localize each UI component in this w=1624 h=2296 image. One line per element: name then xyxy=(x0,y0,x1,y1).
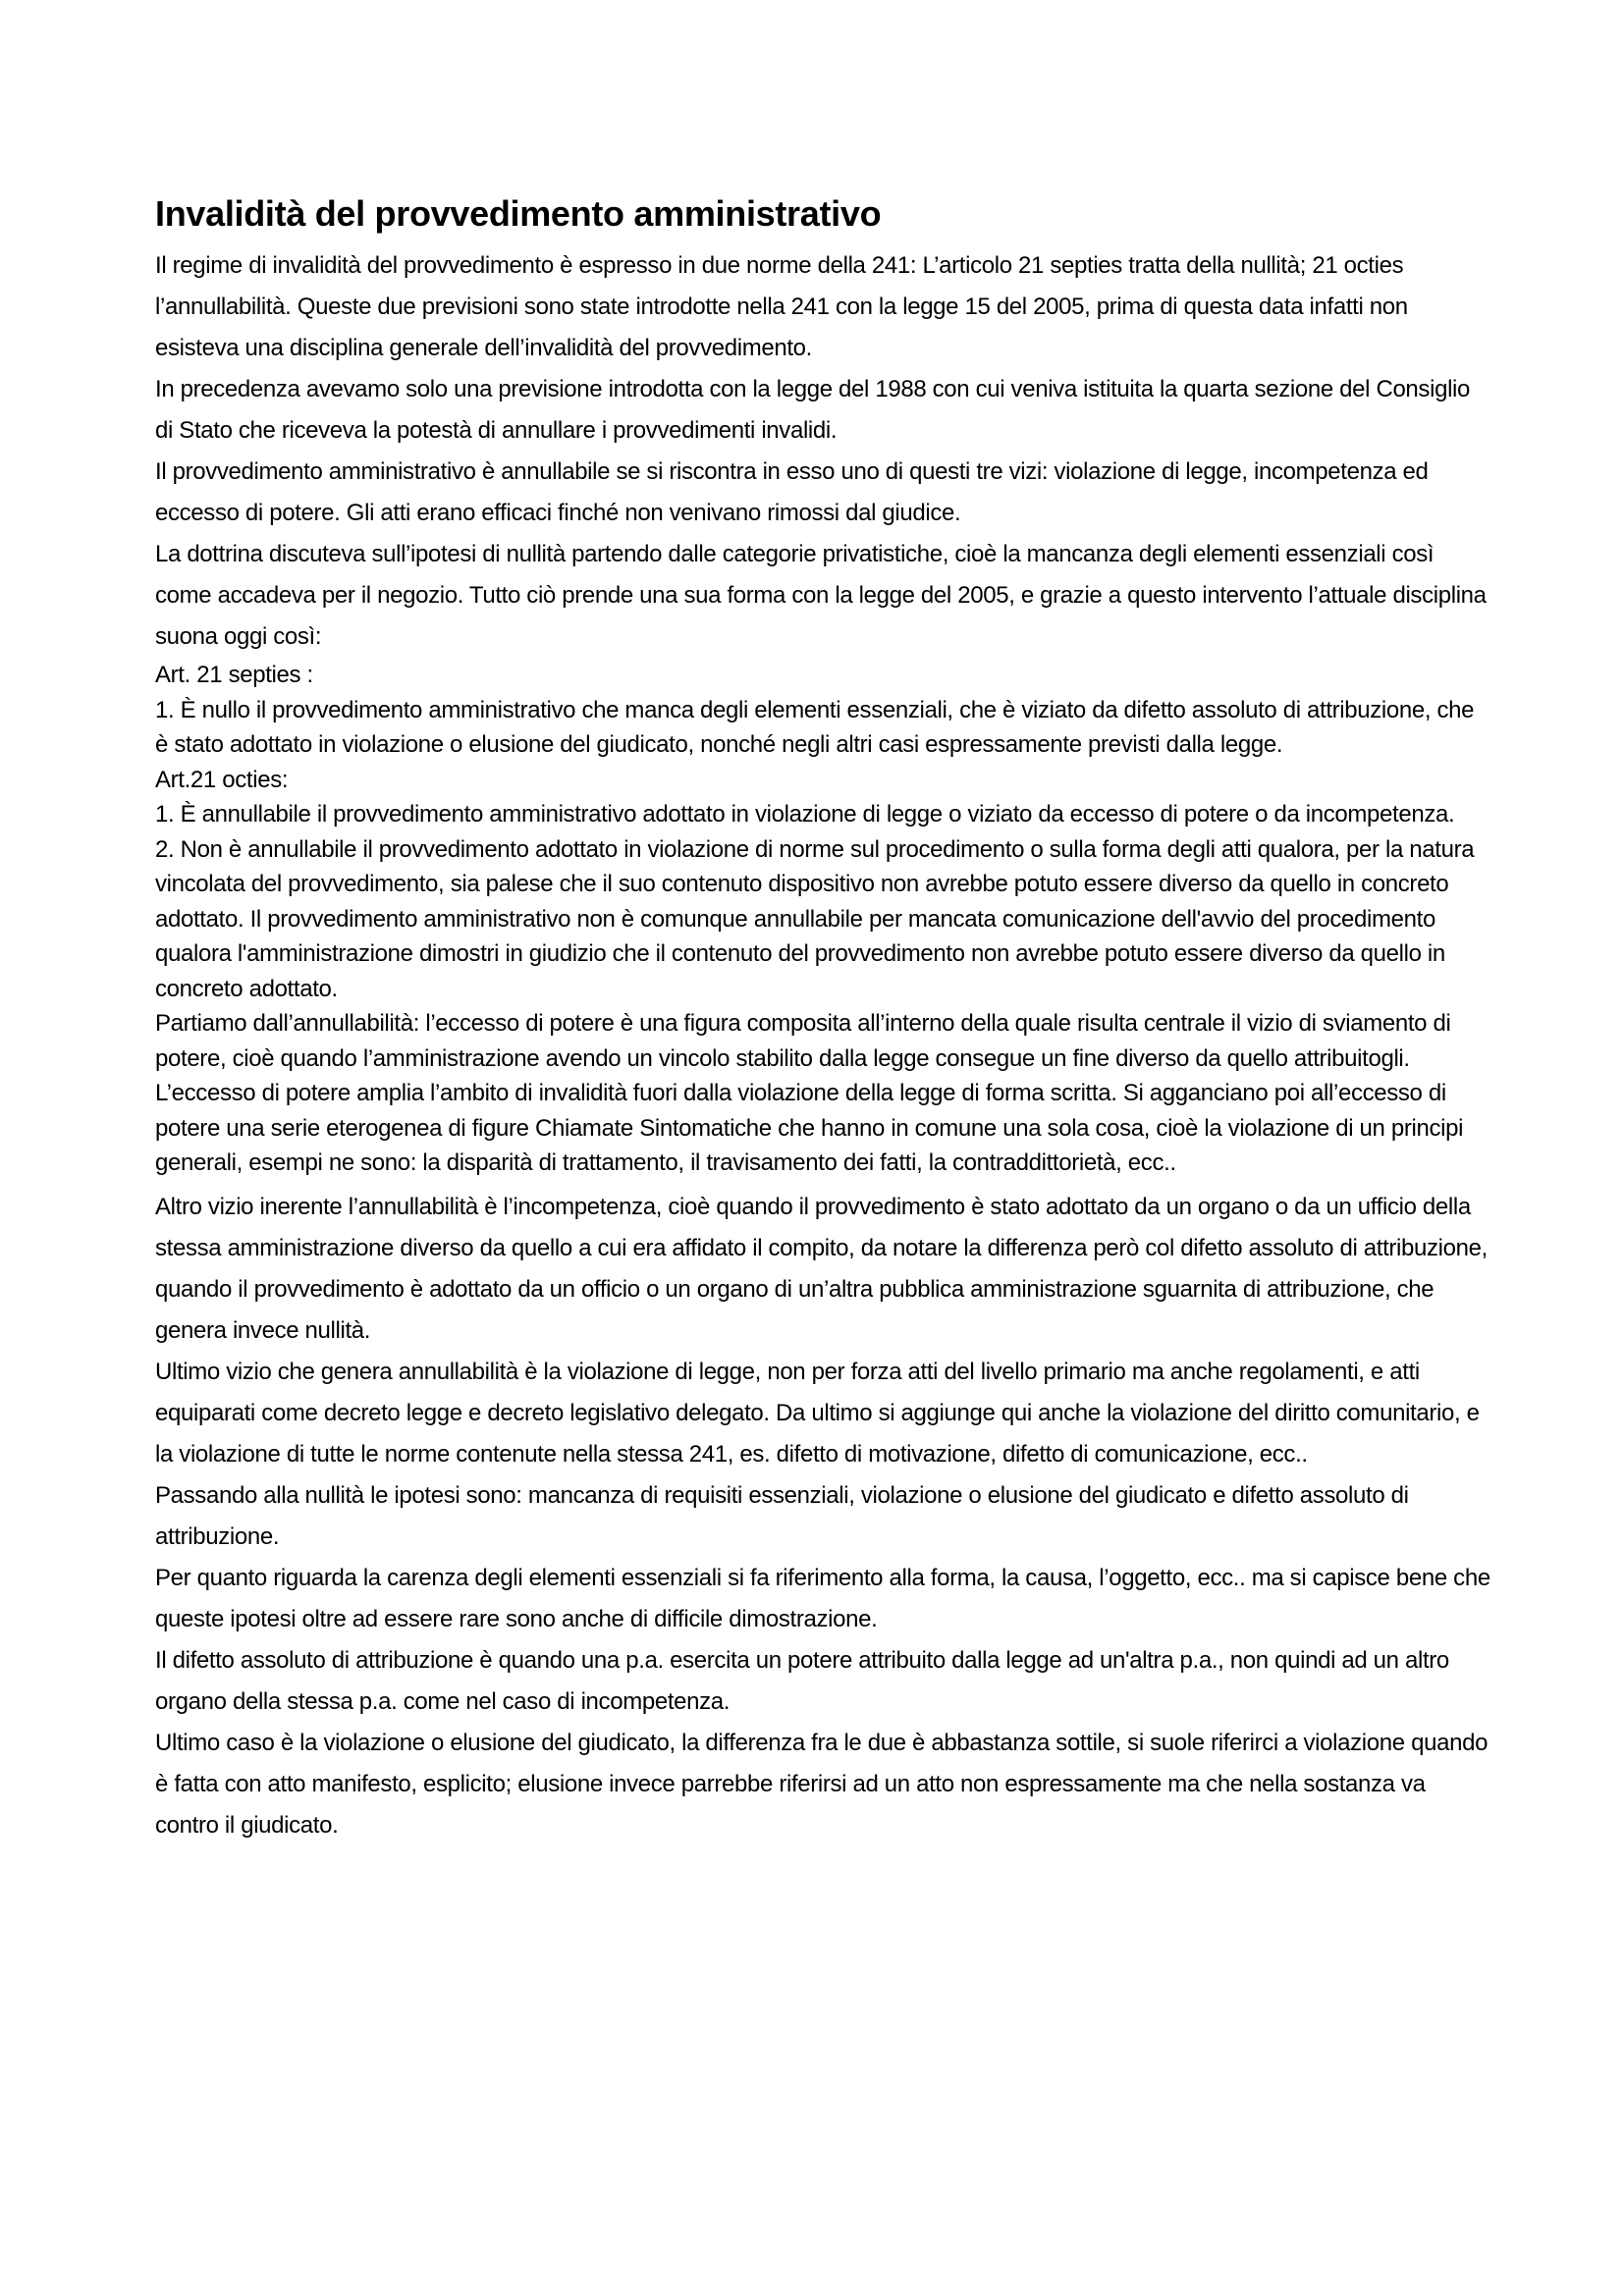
paragraph-vices: Il provvedimento amministrativo è annullabile se si riscontra in esso uno di questi tre vizi: violazione di legge, incompetenza ed eccesso di potere. Gli atti erano efficaci finché non venivano rimossi dal giudice. xyxy=(155,458,1429,526)
document-title: Invalidità del provvedimento amministrativo xyxy=(155,193,882,234)
document-body xyxy=(155,192,1490,1846)
paragraph-difetto-attribuzione: Il difetto assoluto di attribuzione è quando una p.a. esercita un potere attribuito dalla legge ad un'altra p.a., non quindi ad un altro organo della stessa p.a. come nel caso di incompetenza. xyxy=(155,1646,1449,1715)
article-21-septies-comma-1: 1. È nullo il provvedimento amministrativo che manca degli elementi essenziali, che è viziato da difetto assoluto di attribuzione, che è stato adottato in violazione o elusione del giudicato, nonché negli altri casi espressamente previsti dalla legge. xyxy=(155,696,1475,758)
article-21-septies-heading: Art. 21 septies : xyxy=(155,662,313,688)
article-21-octies-comma-1: 1. È annullabile il provvedimento amministrativo adottato in violazione di legge o viziato da eccesso di potere o da incompetenza. xyxy=(155,801,1455,828)
paragraph-nullita: Passando alla nullità le ipotesi sono: mancanza di requisiti essenziali, violazione o elusione del giudicato e difetto assoluto di attribuzione. xyxy=(155,1481,1409,1550)
paragraph-doctrine: La dottrina discuteva sull’ipotesi di nullità partendo dalle categorie privatistiche, cioè la mancanza degli elementi essenziali così come accadeva per il negozio. Tutto ciò prende una sua forma con la legge del 2005, e grazie a questo intervento l’attuale disciplina suona oggi così: xyxy=(155,541,1487,650)
paragraph-elementi-essenziali: Per quanto riguarda la carenza degli elementi essenziali si fa riferimento alla forma, la causa, l’oggetto, ecc.. ma si capisce bene che queste ipotesi oltre ad essere rare sono anche di difficile dimostrazione. xyxy=(155,1564,1490,1632)
paragraph-giudicato: Ultimo caso è la violazione o elusione del giudicato, la differenza fra le due è abbastanza sottile, si suole riferirci a violazione quando è fatta con atto manifesto, esplicito; elusione invece parrebbe riferirsi ad un atto non espressamente ma che nella sostanza va contro il giudicato. xyxy=(155,1729,1489,1839)
paragraph-incompetenza: Altro vizio inerente l’annullabilità è l’incompetenza, cioè quando il provvedimento è stato adottato da un organo o da un ufficio della stessa amministrazione diverso da quello a cui era affidato il compito, da notare la differenza però col difetto assoluto di attribuzione, quando il provvedimento è adottato da un officio o un organo di un’altra pubblica amministrazione sguarnita di attribuzione, che genera invece nullità. xyxy=(155,1193,1488,1344)
article-21-octies-comma-2: 2. Non è annullabile il provvedimento adottato in violazione di norme sul procedimento o sulla forma degli atti qualora, per la natura vincolata del provvedimento, sia palese che il suo contenuto dispositivo non avrebbe potuto essere diverso da quello in concreto adottato. Il provvedimento amministrativo non è comunque annullabile per mancata comunicazione dell'avvio del procedimento qualora l'amministrazione dimostri in giudizio che il contenuto del provvedimento non avrebbe potuto essere diverso da quello in concreto adottato. xyxy=(155,835,1475,1002)
paragraph-eccesso-di-potere: Partiamo dall’annullabilità: l’eccesso di potere è una figura composita all’interno della quale risulta centrale il vizio di sviamento di potere, cioè quando l’amministrazione avendo un vincolo stabilito dalla legge consegue un fine diverso da quello attribuitogli. L’eccesso di potere amplia l’ambito di invalidità fuori dalla violazione della legge di forma scritta. Si agganciano poi all’eccesso di potere una serie eterogenea di figure Chiamate Sintomatiche che hanno in comune una sola cosa, cioè la violazione di un principi generali, esempi ne sono: la disparità di trattamento, il travisamento dei fatti, la contraddittorietà, ecc.. xyxy=(155,1010,1464,1176)
paragraph-intro: Il regime di invalidità del provvedimento è espresso in due norme della 241: L’articolo 21 septies tratta della nullità; 21 octies l’annullabilità. Queste due previsioni sono state introdotte nella 241 con la legge 15 del 2005, prima di questa data infatti non esisteva una disciplina generale dell’invalidità del provvedimento. xyxy=(155,252,1408,361)
paragraph-violazione-di-legge: Ultimo vizio che genera annullabilità è la violazione di legge, non per forza atti del livello primario ma anche regolamenti, e atti equiparati come decreto legge e decreto legislativo delegato. Da ultimo si aggiunge qui anche la violazione del diritto comunitario, e la violazione di tutte le norme contenute nella stessa 241, es. difetto di motivazione, difetto di comunicazione, ecc.. xyxy=(155,1358,1480,1468)
paragraph-history: In precedenza avevamo solo una previsione introdotta con la legge del 1988 con cui veniva istituita la quarta sezione del Consiglio di Stato che riceveva la potestà di annullare i provvedimenti invalidi. xyxy=(155,376,1471,444)
article-21-octies-heading: Art.21 octies: xyxy=(155,766,289,793)
